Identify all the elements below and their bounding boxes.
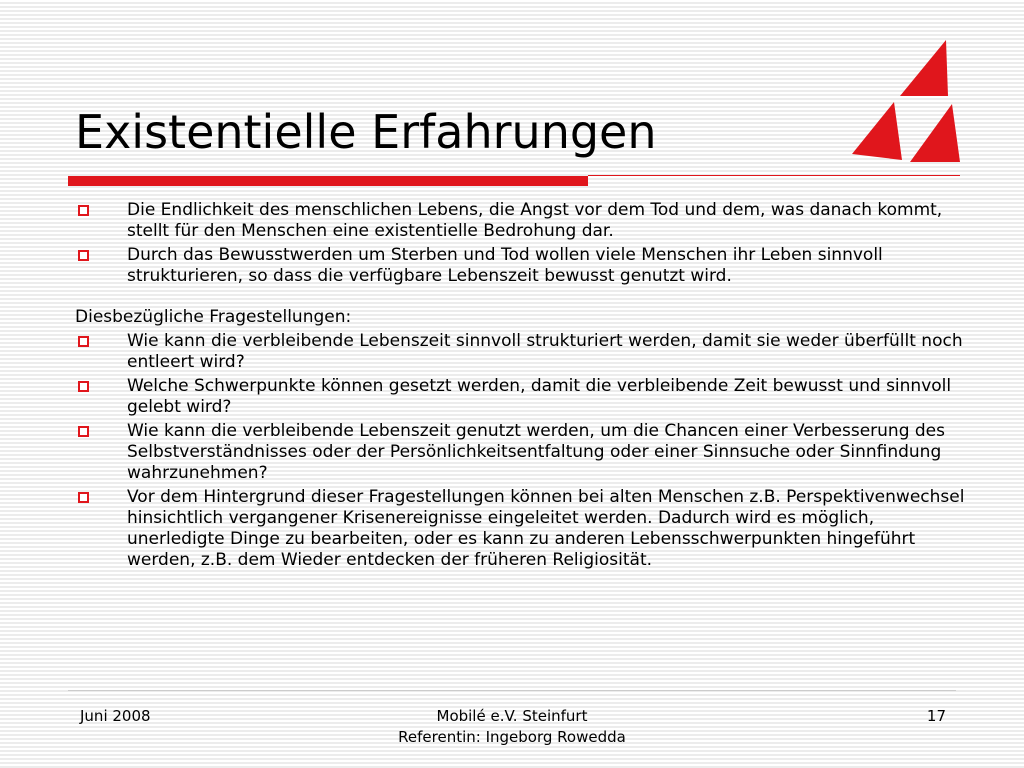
square-bullet-icon [78,205,89,216]
list-item [75,331,965,373]
bullet-text: Wie kann die verbleibende Lebenszeit genutzt werden, um die Chancen einer Verbesserung des Selbstverständnisses oder der Persönlichkeitsentfaltung oder einer Sinnsuche oder Sinnfindung wahrzunehmen? [127,421,945,483]
list-item [75,376,965,418]
page-number: 17 [926,707,946,725]
list-item [75,245,965,287]
intro-bullet-list [75,200,965,287]
square-bullet-icon [78,381,89,392]
bullet-text: Welche Schwerpunkte können gesetzt werden, damit die verbleibende Zeit bewusst und sinnvoll gelebt wird? [127,376,952,417]
slide-body [75,200,965,574]
square-bullet-icon [78,492,89,503]
subheading: Diesbezügliche Fragestellungen: [75,307,352,327]
list-item [75,200,965,242]
bullet-text: Vor dem Hintergrund dieser Fragestellungen können bei alten Menschen z.B. Perspektivenwechsel hinsichtlich vergangener Krisenereignisse eingeleitet werden. Dadurch wird es möglich, unerledigte Dinge zu bearbeiten, oder es kann zu anderen Lebensschwerpunkten hingeführt werden, z.B. dem Wieder entdecken der früheren Religiosität. [127,487,965,570]
list-item [75,487,965,571]
logo-triangle-right [910,104,960,162]
square-bullet-icon [78,426,89,437]
slide-title: Existentielle Erfahrungen [75,105,657,159]
logo-triangle-left [852,102,902,160]
title-underline-bar [68,176,588,186]
footer-date: Juni 2008 [80,707,151,725]
title-underline-line [588,175,960,176]
footer-speaker: Referentin: Ingeborg Rowedda [398,728,626,746]
logo-triangle-top [900,40,948,96]
footer-divider [68,690,956,691]
list-item [75,421,965,484]
footer-organization: Mobilé e.V. Steinfurt [436,707,588,725]
bullet-text: Wie kann die verbleibende Lebenszeit sinnvoll strukturiert werden, damit sie weder überfüllt noch entleert wird? [127,331,963,372]
square-bullet-icon [78,336,89,347]
square-bullet-icon [78,250,89,261]
question-bullet-list [75,331,965,571]
red-triangles-logo [848,36,968,166]
bullet-text: Durch das Bewusstwerden um Sterben und Tod wollen viele Menschen ihr Leben sinnvoll strukturieren, so dass die verfügbare Lebenszeit bewusst genutzt wird. [127,245,883,286]
bullet-text: Die Endlichkeit des menschlichen Lebens, die Angst vor dem Tod und dem, was danach kommt, stellt für den Menschen eine existentielle Bedrohung dar. [127,200,943,241]
footer-center [312,706,712,748]
